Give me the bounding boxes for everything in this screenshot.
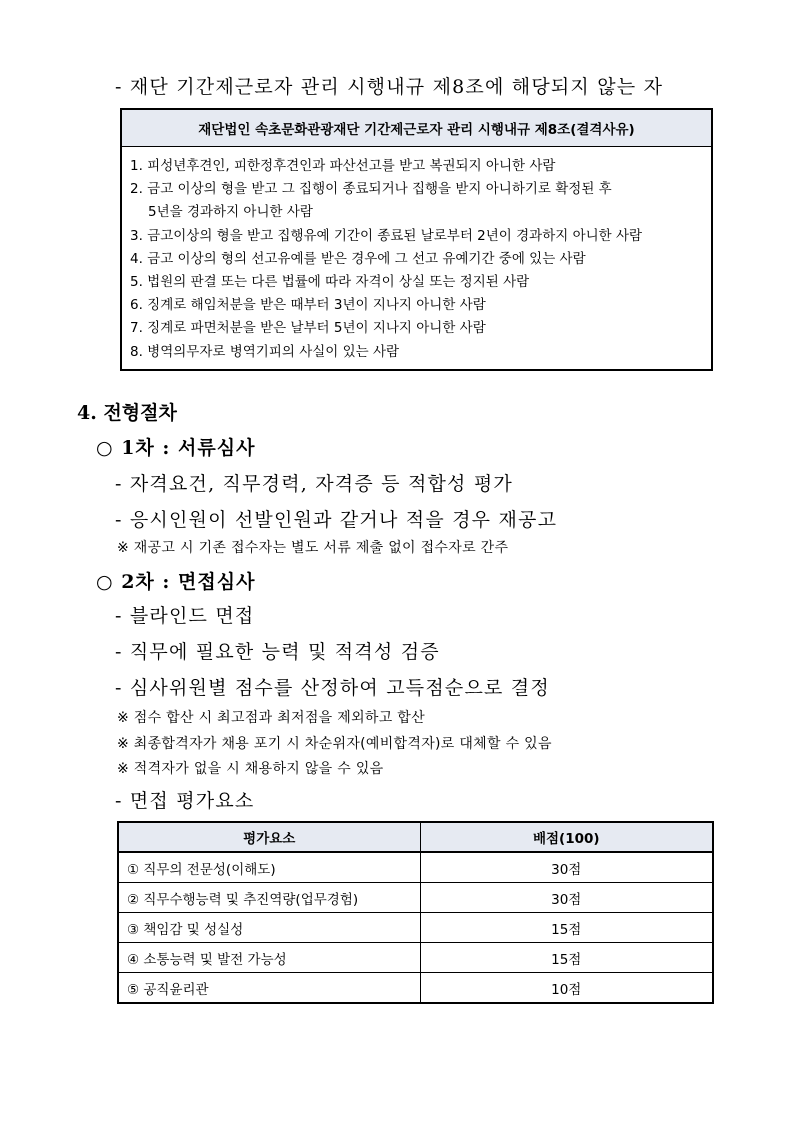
stage1-title: ○ 1차 : 서류심사 xyxy=(96,437,256,459)
table-row xyxy=(118,913,713,943)
eval-item: ③ 책임감 및 성실성 xyxy=(118,913,420,943)
list-item: 5. 법원의 판결 또는 다른 법률에 따라 자격이 상실 또는 정지된 사람 xyxy=(130,274,530,291)
eval-item: ② 직무수행능력 및 추진역량(업무경험) xyxy=(118,883,420,913)
column-header: 배점(100) xyxy=(420,822,713,852)
disqualification-intro: - 재단 기간제근로자 관리 시행내규 제8조에 해당되지 않는 자 xyxy=(115,76,664,98)
stage2-line: - 직무에 필요한 능력 및 적격성 검증 xyxy=(115,641,440,663)
list-item: 2. 금고 이상의 형을 받고 그 집행이 종료되거나 집행을 받지 아니하기로 확정된 후 xyxy=(130,181,612,198)
table-row xyxy=(118,943,713,973)
list-item: 1. 피성년후견인, 피한정후견인과 파산선고를 받고 복권되지 아니한 사람 xyxy=(130,158,556,174)
disqualification-box xyxy=(120,108,713,371)
table-row xyxy=(118,852,713,883)
list-item: 4. 금고 이상의 형의 선고유예를 받은 경우에 그 선고 유예기간 중에 있는 사람 xyxy=(130,250,586,267)
stage1-line: - 응시인원이 선발인원과 같거나 적을 경우 재공고 xyxy=(115,509,558,531)
table-row xyxy=(118,883,713,913)
eval-score: 15점 xyxy=(420,913,713,943)
eval-item: ⑤ 공직윤리관 xyxy=(118,973,420,1004)
stage2-note: ※ 최종합격자가 채용 포기 시 차순위자(예비합격자)로 대체할 수 있음 xyxy=(117,736,552,752)
table-header-row xyxy=(118,822,713,852)
list-item: 5년을 경과하지 아니한 사람 xyxy=(148,204,313,221)
stage1-line: - 자격요건, 직무경력, 자격증 등 적합성 평가 xyxy=(115,473,513,495)
eval-item: ④ 소통능력 및 발전 가능성 xyxy=(118,943,420,973)
box-title: 재단법인 속초문화관광재단 기간제근로자 관리 시행내규 제8조(결격사유) xyxy=(122,110,711,147)
list-item: 7. 징계로 파면처분을 받은 날부터 5년이 지나지 아니한 사람 xyxy=(130,320,486,337)
disqualification-list xyxy=(122,147,711,364)
section-title: 4. 전형절차 xyxy=(77,402,177,424)
list-item: 6. 징계로 해임처분을 받은 때부터 3년이 지나지 아니한 사람 xyxy=(130,297,486,314)
list-item: 8. 병역의무자로 병역기피의 사실이 있는 사람 xyxy=(130,343,400,360)
column-header: 평가요소 xyxy=(118,822,420,852)
eval-item: ① 직무의 전문성(이해도) xyxy=(118,852,420,883)
eval-label: - 면접 평가요소 xyxy=(115,790,255,812)
stage2-line: - 블라인드 면접 xyxy=(115,605,255,627)
eval-table xyxy=(117,821,714,1004)
stage1-note: ※ 재공고 시 기존 접수자는 별도 서류 제출 없이 접수자로 간주 xyxy=(117,540,509,556)
stage2-note: ※ 적격자가 없을 시 채용하지 않을 수 있음 xyxy=(117,761,384,777)
eval-score: 10점 xyxy=(420,973,713,1004)
stage2-note: ※ 점수 합산 시 최고점과 최저점을 제외하고 합산 xyxy=(117,710,425,726)
stage2-line: - 심사위원별 점수를 산정하여 고득점순으로 결정 xyxy=(115,677,550,699)
eval-score: 30점 xyxy=(420,852,713,883)
eval-score: 15점 xyxy=(420,943,713,973)
list-item: 3. 금고이상의 형을 받고 집행유예 기간이 종료된 날로부터 2년이 경과하지 아니한 사람 xyxy=(130,227,643,244)
stage2-title: ○ 2차 : 면접심사 xyxy=(96,571,256,593)
table-row xyxy=(118,973,713,1004)
eval-score: 30점 xyxy=(420,883,713,913)
